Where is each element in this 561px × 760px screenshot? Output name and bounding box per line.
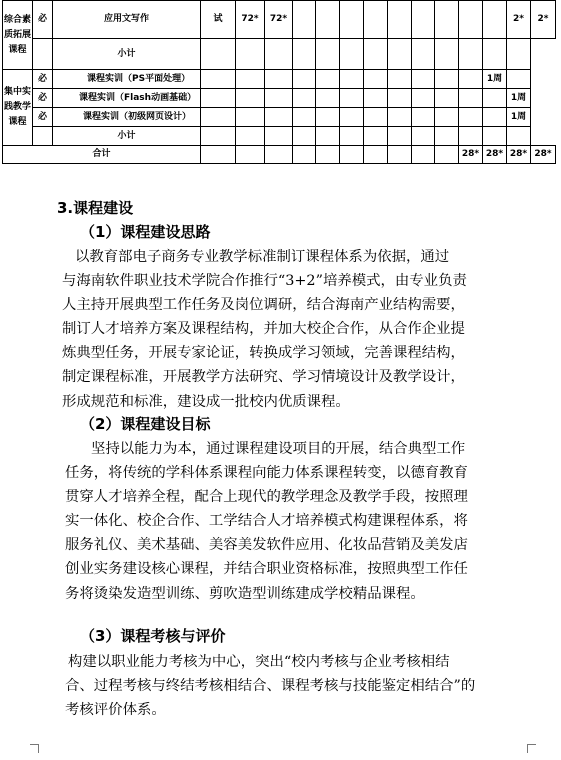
- section-heading: 3.课程建设: [57, 199, 134, 217]
- required-cell: 必: [33, 108, 53, 127]
- paragraph-line: 与海南软件职业技术学院合作推行“3+2”培养模式，由专业负责: [62, 273, 467, 290]
- paragraph-line: 制定课程标准，开展教学方法研究、学习情境设计及教学设计，: [62, 369, 465, 386]
- course-name-cell: 课程实训（PS平面处理）: [53, 70, 201, 89]
- category-cell: 集中实践教学课程: [3, 70, 33, 146]
- table-row: [3, 39, 556, 70]
- semester-cell: 1周: [483, 70, 507, 89]
- paragraph-line: 合、过程考核与终结考核相结合、课程考核与技能鉴定相结合”的: [65, 678, 476, 695]
- paragraph: [65, 650, 545, 722]
- subtotal-cell: 小计: [53, 39, 201, 70]
- subsection-title: （2）课程建设目标: [80, 415, 211, 433]
- semester-cell: 2*: [507, 1, 531, 39]
- semester-cell: 28*: [531, 146, 556, 164]
- paragraph-line: 服务礼仪、美术基础、美容美发软件应用、化妆品营销及美发店: [65, 537, 468, 554]
- paragraph-line: 考核评价体系。: [65, 702, 166, 719]
- semester-cell: 28*: [483, 146, 507, 164]
- table-row: [3, 1, 556, 39]
- course-name-cell: 课程实训（Flash动画基础）: [53, 89, 201, 108]
- required-cell: 必: [33, 70, 53, 89]
- paragraph-line: 坚持以能力为本，通过课程建设项目的开展，结合典型工作: [91, 441, 466, 457]
- semester-cell: 1周: [507, 108, 531, 127]
- paragraph-line: 形成规范和标准，建设成一批校内优质课程。: [62, 393, 350, 410]
- hours-cell: 72*: [236, 1, 265, 39]
- table-row: [3, 108, 556, 127]
- semester-cell: 28*: [507, 146, 531, 164]
- paragraph-line: 构建以职业能力考核为中心，突出“校内考核与企业考核相结: [68, 654, 450, 670]
- table-row: [3, 89, 556, 108]
- curriculum-table: [2, 0, 556, 164]
- table-row: [3, 146, 556, 164]
- paragraph-line: 创业实务建设核心课程，并结合职业资格标准，按照典型工作任: [65, 561, 468, 578]
- paragraph-line: 务将烫染发造型训练、剪吹造型训练建成学校精品课程。: [65, 585, 425, 602]
- paragraph-line: 实一体化、校企合作、工学结合人才培养模式构建课程体系，将: [65, 513, 468, 530]
- paragraph-line: 人主持开展典型工作任务及岗位调研，结合海南产业结构需要，: [62, 297, 465, 314]
- semester-cell: 28*: [459, 146, 483, 164]
- subsection-title: （1）课程建设思路: [80, 223, 211, 241]
- paragraph: [62, 245, 545, 414]
- paragraph-line: 任务，将传统的学科体系课程向能力体系课程转变，以德育教育: [65, 465, 468, 482]
- semester-cell: 2*: [531, 1, 556, 39]
- paragraph-line: 以教育部电子商务专业教学标准制订课程体系为依据，通过: [75, 249, 450, 265]
- page-corner-mark: [30, 744, 39, 753]
- subtotal-cell: 小计: [53, 127, 201, 146]
- hours-cell: 72*: [265, 1, 293, 39]
- course-name-cell: 课程实训（初级网页设计）: [53, 108, 201, 127]
- required-cell: 必: [33, 89, 53, 108]
- course-name-cell: 应用文写作: [53, 1, 201, 39]
- paragraph: [65, 437, 545, 606]
- page-corner-mark: [527, 744, 536, 753]
- paragraph-line: 贯穿人才培养全程，配合上现代的教学理念及教学手段，按照理: [65, 489, 468, 506]
- paragraph-line: 炼典型任务，开展专家论证，转换成学习领域，完善课程结构，: [62, 345, 465, 362]
- table-row: [3, 70, 556, 89]
- paragraph-line: 制订人才培养方案及课程结构，并加大校企合作，从合作企业提: [62, 321, 465, 338]
- required-cell: 必: [33, 1, 53, 39]
- category-cell: 综合素质拓展课程: [3, 1, 33, 70]
- total-cell: 合计: [3, 146, 201, 164]
- exam-type-cell: 试: [201, 1, 236, 39]
- subsection-title: （3）课程考核与评价: [80, 627, 226, 645]
- semester-cell: 1周: [507, 89, 531, 108]
- table-row: [3, 127, 556, 146]
